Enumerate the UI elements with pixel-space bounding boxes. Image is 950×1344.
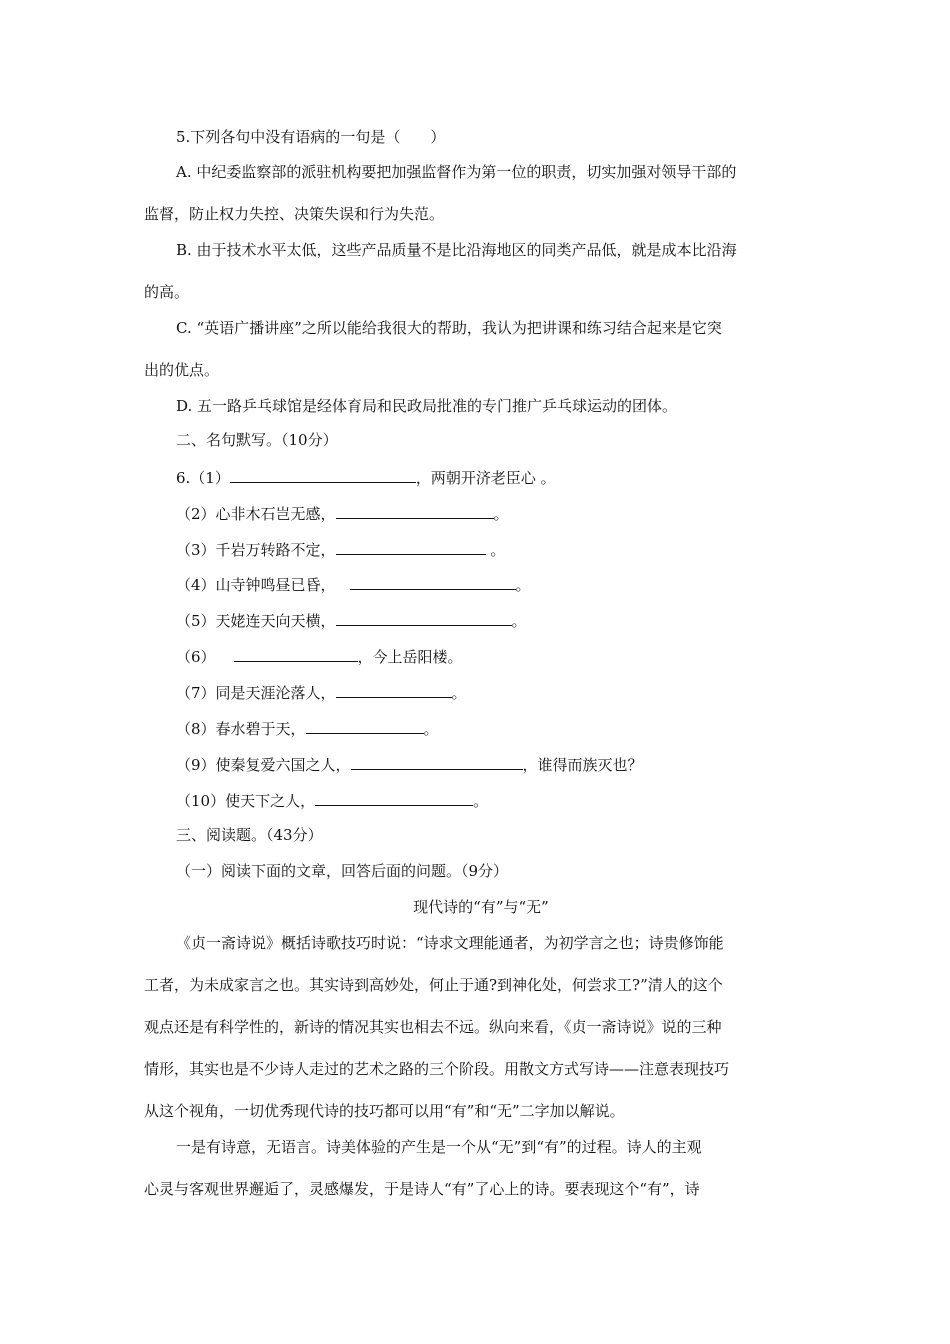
- recitation-prompt: （6）: [176, 648, 216, 666]
- recitation-prompt: （7）同是天涯沦落人，: [176, 684, 336, 702]
- recitation-item-9: [176, 754, 643, 775]
- recitation-item-8: [176, 718, 439, 739]
- answer-blank[interactable]: [351, 754, 523, 770]
- answer-blank[interactable]: [336, 539, 486, 555]
- recitation-prompt: （3）千岩万转路不定，: [176, 541, 336, 559]
- recitation-item-4: [176, 574, 531, 595]
- answer-blank[interactable]: [230, 467, 416, 483]
- option-a-line-2: 监督，防止权力失控、决策失误和行为失范。: [144, 205, 445, 223]
- article-title: 现代诗的“有”与“无”: [413, 898, 549, 916]
- recitation-suffix: 。: [485, 541, 506, 559]
- answer-blank[interactable]: [306, 718, 424, 734]
- paragraph-1-line-2: 工者，为未成家言之也。其实诗到高妙处，何止于通?到神化处，何尝求工?”清人的这个: [144, 976, 723, 994]
- recitation-item-2: [176, 503, 509, 524]
- paragraph-1-line-3: 观点还是有科学性的，新诗的情况其实也相去不远。纵向来看，《贞一斋诗说》说的三种: [144, 1018, 722, 1036]
- paragraph-1-line-4: 情形，其实也是不少诗人走过的艺术之路的三个阶段。用散文方式写诗——注意表现技巧: [144, 1060, 730, 1078]
- option-a-line-1: A. 中纪委监察部的派驻机构要把加强监督作为第一位的职责，切实加强对领导干部的: [176, 163, 737, 181]
- answer-blank[interactable]: [336, 610, 512, 626]
- recitation-suffix: ，今上岳阳楼。: [357, 648, 463, 666]
- recitation-suffix: 。: [473, 792, 489, 810]
- recitation-item-10: [176, 790, 488, 811]
- paragraph-1-line-5: 从这个视角，一切优秀现代诗的技巧都可以用“有”和“无”二字加以解说。: [144, 1102, 625, 1120]
- reading-sub-heading: （一）阅读下面的文章，回答后面的问题。（9分）: [176, 862, 509, 880]
- option-c-line-2: 出的优点。: [144, 361, 220, 379]
- paragraph-2-line-2: 心灵与客观世界邂逅了，灵感爆发，于是诗人“有”了心上的诗。要表现这个“有”，诗: [144, 1180, 700, 1198]
- recitation-prompt: （5）天姥连天向天横，: [176, 612, 336, 630]
- answer-blank[interactable]: [350, 574, 516, 590]
- option-c-line-1: C. “英语广播讲座”之所以能给我很大的帮助，我认为把讲课和练习结合起来是它突: [176, 319, 722, 337]
- option-d: D. 五一路乒乓球馆是经体育局和民政局批准的专门推广乒乓球运动的团体。: [176, 397, 678, 415]
- option-b-line-2: 的高。: [144, 283, 190, 301]
- recitation-prompt: （8）春水碧于天，: [176, 720, 306, 738]
- section-3-heading: 三、阅读题。（43分）: [176, 826, 323, 844]
- recitation-prompt: 6.（1）: [176, 469, 230, 487]
- recitation-suffix: 。: [515, 576, 531, 594]
- recitation-item-6: [176, 646, 463, 667]
- paragraph-2-line-1: 一是有诗意，无语言。诗美体验的产生是一个从“无”到“有”的过程。诗人的主观: [176, 1138, 702, 1156]
- answer-blank[interactable]: [336, 503, 494, 519]
- recitation-suffix: ，两朝开济老臣心 。: [415, 469, 556, 487]
- answer-blank[interactable]: [315, 790, 473, 806]
- recitation-item-1: [176, 467, 556, 488]
- recitation-item-7: [176, 682, 467, 703]
- recitation-suffix: 。: [511, 612, 527, 630]
- recitation-suffix: ，谁得而族灭也？: [522, 756, 643, 774]
- recitation-prompt: （4）山寺钟鸣昼已昏，: [176, 576, 336, 594]
- section-2-heading: 二、名句默写。（10分）: [176, 431, 338, 449]
- answer-blank[interactable]: [234, 646, 358, 662]
- recitation-suffix: 。: [451, 684, 467, 702]
- recitation-prompt: （10）使天下之人，: [176, 792, 316, 810]
- recitation-prompt: （2）心非木石岂无感，: [176, 505, 336, 523]
- answer-blank[interactable]: [336, 682, 452, 698]
- option-b-line-1: B. 由于技术水平太低，这些产品质量不是比沿海地区的同类产品低，就是成本比沿海: [176, 241, 737, 259]
- paragraph-1-line-1: 《贞一斋诗说》概括诗歌技巧时说：“诗求文理能通者，为初学言之也；诗贵修饰能: [176, 934, 724, 952]
- recitation-suffix: 。: [493, 505, 509, 523]
- recitation-item-5: [176, 610, 527, 631]
- recitation-item-3: [176, 539, 505, 560]
- recitation-prompt: （9）使秦复爱六国之人，: [176, 756, 351, 774]
- recitation-suffix: 。: [423, 720, 439, 738]
- question-5-stem: 5.下列各句中没有语病的一句是（ ）: [176, 128, 446, 146]
